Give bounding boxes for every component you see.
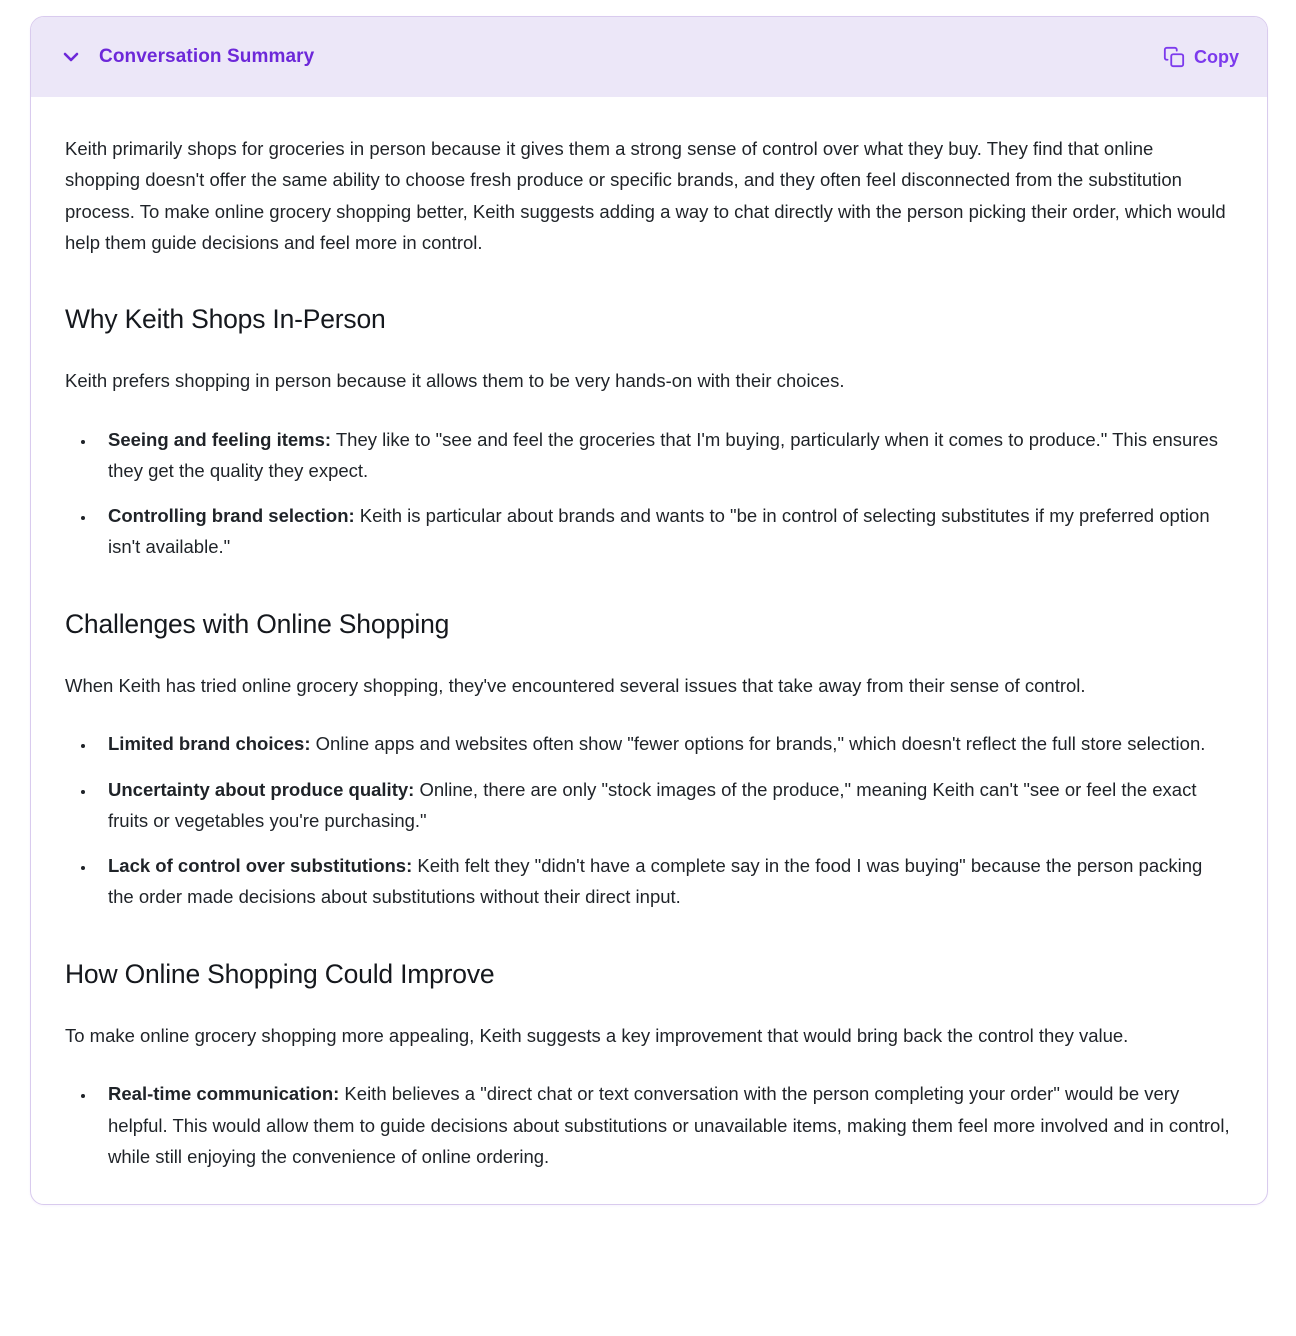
- chevron-down-icon: [59, 45, 83, 69]
- list-item: [96, 1078, 1233, 1172]
- bullet-text: They like to "see and feel the groceries that I'm buying, particularly when it comes to produce." This ensures they get the quality they expect.: [108, 428, 1219, 481]
- section-heading-why-in-person: Why Keith Shops In-Person: [65, 304, 386, 334]
- section-heading-improvements: How Online Shopping Could Improve: [65, 958, 495, 989]
- bullet-lead: Lack of control over substitutions:: [108, 855, 413, 877]
- list-item: [96, 500, 1233, 563]
- collapse-toggle-button[interactable]: [59, 45, 83, 69]
- bullet-lead: Seeing and feeling items:: [108, 428, 332, 450]
- list-item: [96, 850, 1233, 913]
- section-paragraph: When Keith has tried online grocery shopping, they've encountered several issues that take away from their sense of control.: [65, 675, 1086, 697]
- bullet-text: Online, there are only "stock images of the produce," meaning Keith can't "see or feel the exact fruits or vegetables you're purchasing.": [108, 778, 1197, 831]
- list-item: [96, 424, 1233, 487]
- summary-header[interactable]: [31, 17, 1267, 97]
- section-paragraph: Keith prefers shopping in person because it allows them to be very hands-on with their choices.: [65, 370, 845, 392]
- bullet-list-improvements: [65, 1078, 1233, 1172]
- section-paragraph: To make online grocery shopping more appealing, Keith suggests a key improvement that would bring back the control they value.: [65, 1025, 1129, 1047]
- bullet-text: Keith believes a "direct chat or text conversation with the person completing your order" would be very helpful. This would allow them to guide decisions about substitutions or unavailable items, making them feel more involved and in control, while still enjoying the convenience of online ordering.: [108, 1083, 1230, 1167]
- bullet-lead: Controlling brand selection:: [108, 505, 355, 527]
- list-item: [96, 728, 1233, 759]
- bullet-lead: Real-time communication:: [108, 1083, 340, 1105]
- bullet-lead: Uncertainty about produce quality:: [108, 778, 415, 800]
- bullet-lead: Limited brand choices:: [108, 733, 311, 755]
- bullet-text: Online apps and websites often show "fewer options for brands," which doesn't reflect the full store selection.: [310, 733, 1206, 755]
- bullet-list-challenges: [65, 728, 1233, 912]
- conversation-summary-card: [30, 16, 1268, 1205]
- summary-body: [31, 97, 1267, 1204]
- summary-header-left: [59, 45, 314, 69]
- list-item: [96, 774, 1233, 837]
- copy-button-label: Copy: [1194, 46, 1239, 67]
- summary-intro-paragraph: Keith primarily shops for groceries in person because it gives them a strong sense of control over what they buy. They find that online shopping doesn't offer the same ability to choose fresh produce or specific brands, and they often feel disconnected from the substitution process. To make online grocery shopping better, Keith suggests adding a way to chat directly with the person picking their order, which would help them guide decisions and feel more in control.: [65, 138, 1226, 253]
- bullet-text: Keith is particular about brands and wants to "be in control of selecting substitutes if my preferred option isn't available.": [108, 505, 1210, 558]
- copy-icon: [1163, 46, 1185, 68]
- panel-title: Conversation Summary: [99, 46, 315, 67]
- copy-button[interactable]: [1163, 46, 1239, 68]
- bullet-text: Keith felt they "didn't have a complete say in the food I was buying" because the person packing the order made decisions about substitutions without their direct input.: [108, 855, 1203, 908]
- bullet-list-in-person: [65, 424, 1233, 563]
- section-heading-challenges: Challenges with Online Shopping: [65, 608, 450, 639]
